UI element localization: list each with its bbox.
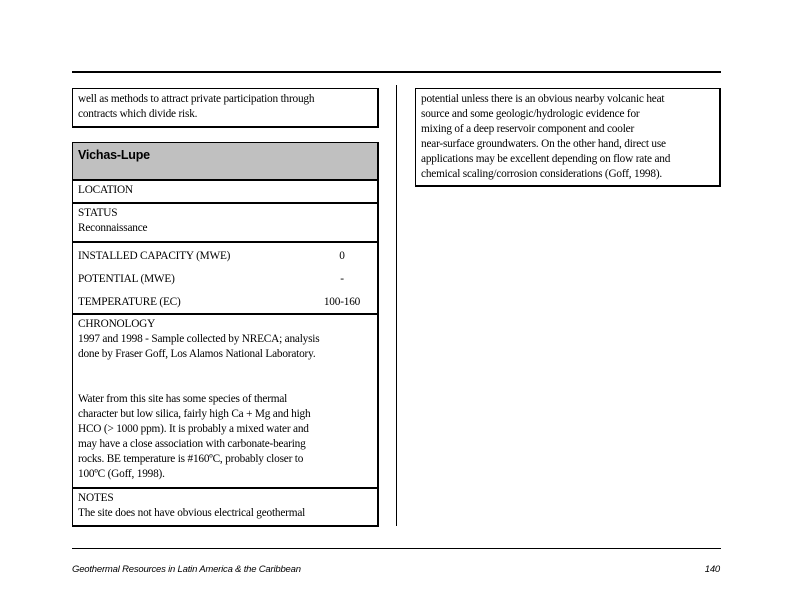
text-line: done by Fraser Goff, Los Alamos National Laboratory. (78, 348, 316, 360)
text-line: 100ºC (Goff, 1998). (78, 468, 165, 480)
location-label: LOCATION (78, 184, 133, 196)
site-name: Vichas-Lupe (78, 148, 150, 162)
notes-section (72, 489, 379, 527)
metric-value: 0 (339, 250, 345, 262)
status-label: STATUS (78, 207, 118, 219)
chronology-section (72, 315, 379, 489)
text-line: applications may be excellent depending on flow rate and (421, 153, 671, 165)
text-line: 1997 and 1998 - Sample collected by NRECA; analysis (78, 333, 320, 345)
text-line: well as methods to attract private participation through (78, 93, 315, 105)
intro-box (72, 88, 379, 128)
metrics-section (72, 243, 379, 315)
location-section (72, 181, 379, 204)
status-value: Reconnaissance (78, 222, 148, 234)
status-section (72, 204, 379, 243)
metric-row (78, 268, 372, 291)
text-line: Water from this site has some species of thermal (78, 393, 288, 405)
metric-row (78, 291, 372, 314)
footer-title: Geothermal Resources in Latin America & the Caribbean (72, 564, 301, 575)
notes-text: The site does not have obvious electrical geothermal (78, 507, 306, 519)
metric-value: - (340, 273, 344, 285)
text-line: contracts which divide risk. (78, 108, 198, 120)
text-line: chemical scaling/corrosion considerations (Goff, 1998). (421, 168, 663, 180)
column-divider (396, 85, 397, 526)
site-header (72, 142, 379, 181)
text-line: source and some geologic/hydrologic evidence for (421, 108, 640, 120)
text-line: mixing of a deep reservoir component and cooler (421, 123, 635, 135)
header-rule (72, 71, 721, 73)
page-number: 140 (704, 564, 720, 575)
metric-value: 100-160 (323, 296, 361, 308)
text-line: may have a close association with carbonate-bearing (78, 438, 306, 450)
metric-label: POTENTIAL (MWE) (78, 273, 175, 285)
text-line: rocks. BE temperature is #160ºC, probably closer to (78, 453, 304, 465)
right-box (415, 88, 721, 187)
footer-rule (72, 548, 721, 549)
text-line: potential unless there is an obvious nearby volcanic heat (421, 93, 665, 105)
notes-label: NOTES (78, 492, 114, 504)
text-line: HCO (> 1000 ppm). It is probably a mixed water and (78, 423, 309, 435)
metric-label: INSTALLED CAPACITY (MWE) (78, 250, 231, 262)
text-line: near-surface groundwaters. On the other hand, direct use (421, 138, 666, 150)
text-line: character but low silica, fairly high Ca + Mg and high (78, 408, 311, 420)
chronology-label: CHRONOLOGY (78, 318, 156, 330)
metric-row (78, 245, 372, 268)
metric-label: TEMPERATURE (EC) (78, 296, 181, 308)
